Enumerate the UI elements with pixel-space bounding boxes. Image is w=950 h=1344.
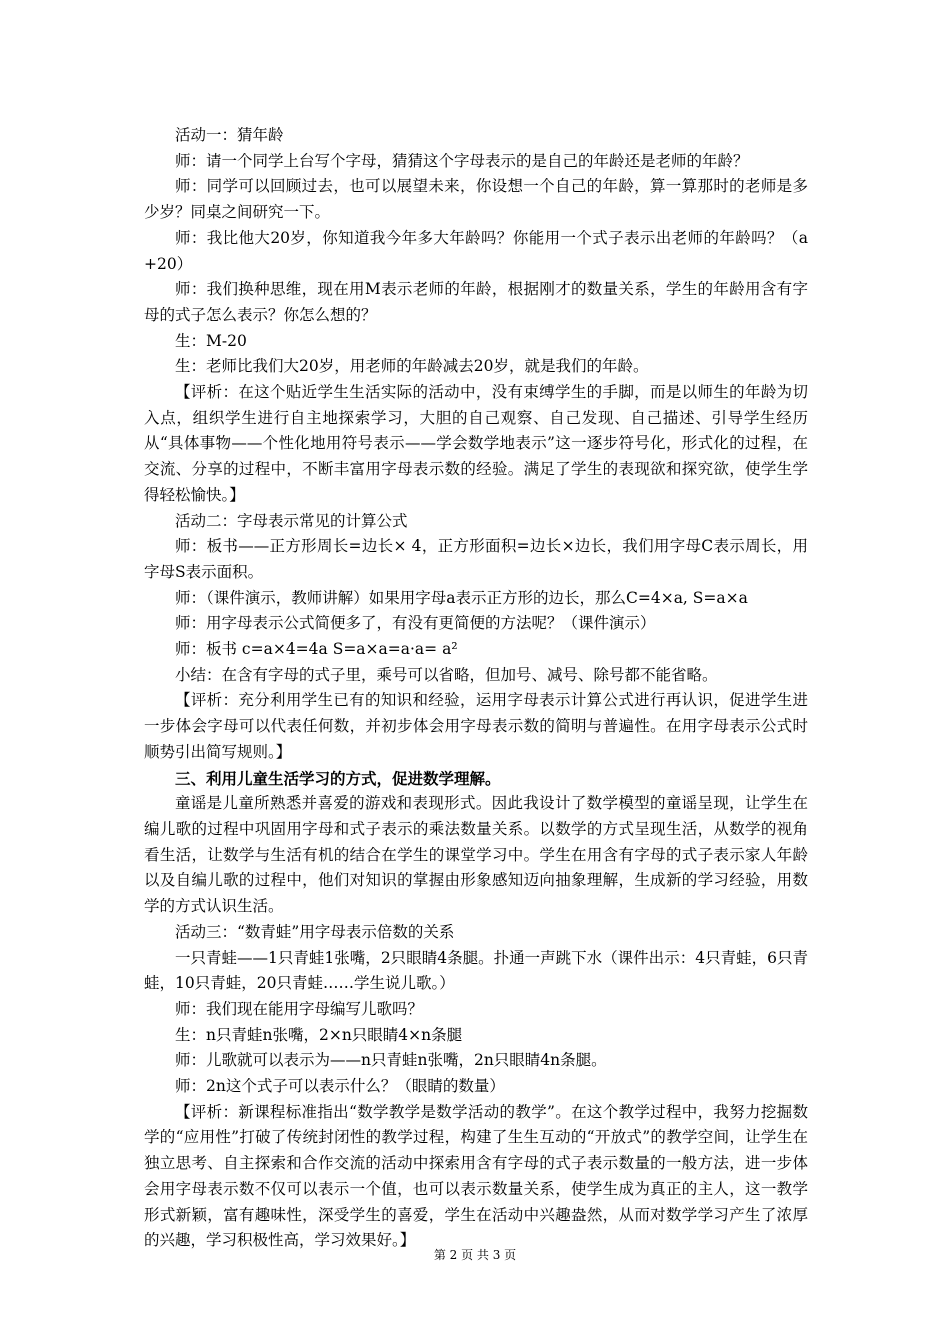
paragraph: 一只青蛙——1只青蛙1张嘴，2只眼睛4条腿。扑通一声跳下水（课件出示：4只青蛙，6只青蛙，10只青蛙，20只青蛙……学生说儿歌。） bbox=[144, 948, 808, 993]
commentary-paragraph: 【评析：新课程标准指出“数学教学是数学活动的教学”。在这个教学过程中，我努力挖掘数学的“应用性”打破了传统封闭性的教学过程，构建了生生互动的“开放式”的教学空间，让学生在独立思考、自主探索和合作交流的活动中探索用含有字母的式子表示数量的一般方法，进一步体会用字母表示数不仅可以表示一个值，也可以表示数量关系，使学生成为真正的主人，这一教学形式新颖，富有趣味性，深受学生的喜爱，学生在活动中兴趣盎然，从而对数学学习产生了浓厚的兴趣，学习积极性高，学习效果好。】 bbox=[144, 1102, 808, 1250]
paragraph: 师：儿歌就可以表示为——n只青蛙n张嘴，2n只眼睛4n条腿。 bbox=[175, 1051, 607, 1070]
paragraph: 师：板书——正方形周长=边长× 4，正方形面积=边长×边长，我们用字母C表示周长，用字母S表示面积。 bbox=[144, 537, 808, 581]
activity-two-heading: 活动二：字母表示常见的计算公式 bbox=[175, 511, 408, 530]
document-body bbox=[144, 123, 808, 1254]
paragraph: 生：n只青蛙n张嘴，2×n只眼睛4×n条腿 bbox=[175, 1025, 463, 1044]
paragraph: 生：M-20 bbox=[175, 331, 247, 350]
paragraph: 师：我比他大20岁，你知道我今年多大年龄吗？你能用一个式子表示出老师的年龄吗？（a +20） bbox=[144, 228, 808, 273]
paragraph: 师：我们现在能用字母编写儿歌吗？ bbox=[175, 999, 424, 1018]
page-footer bbox=[0, 1247, 950, 1263]
commentary-paragraph: 【评析：在这个贴近学生生活实际的活动中，没有束缚学生的手脚，而是以师生的年龄为切入点，组织学生进行自主地探索学习，大胆的自己观察、自己发现、自己描述、引导学生经历从“具体事物——个性化地用符号表示——学会数学地表示”这一逐步符号化，形式化的过程，在交流、分享的过程中，不断丰富用字母表示数的经验。满足了学生的表现欲和探究欲，使学生学得轻松愉快。】 bbox=[144, 383, 808, 504]
paragraph: 生：老师比我们大20岁，用老师的年龄减去20岁，就是我们的年龄。 bbox=[175, 357, 649, 376]
paragraph: 师：板书 c=a×4=4a S=a×a=a·a= a² bbox=[175, 640, 458, 659]
paragraph: 师：2n这个式子可以表示什么？（眼睛的数量） bbox=[175, 1077, 505, 1096]
paragraph: 师：同学可以回顾过去，也可以展望未来，你设想一个自己的年龄，算一算那时的老师是多少岁？同桌之间研究一下。 bbox=[144, 177, 808, 222]
paragraph: 师：请一个同学上台写个字母，猜猜这个字母表示的是自己的年龄还是老师的年龄？ bbox=[175, 151, 749, 170]
paragraph: 师：用字母表示公式简便多了，有没有更简便的方法呢？（课件演示） bbox=[175, 614, 656, 633]
summary-paragraph: 小结：在含有字母的式子里，乘号可以省略，但加号、减号、除号都不能省略。 bbox=[175, 665, 718, 684]
commentary-paragraph: 【评析：充分利用学生已有的知识和经验，运用字母表示计算公式进行再认识，促进学生进一步体会字母可以代表任何数，并初步体会用字母表示数的简明与普遍性。在用字母表示公式时顺势引出简写规则。】 bbox=[144, 691, 808, 761]
paragraph: 师：（课件演示，教师讲解）如果用字母a表示正方形的边长，那么C=4×a, S=a×a bbox=[175, 588, 748, 607]
paragraph: 师：我们换种思维，现在用M表示老师的年龄，根据刚才的数量关系，学生的年龄用含有字母的式子怎么表示？你怎么想的？ bbox=[144, 280, 808, 324]
page-number: 第 2 页 共 3 页 bbox=[433, 1248, 517, 1262]
activity-one-heading: 活动一：猜年龄 bbox=[175, 126, 284, 144]
paragraph: 童谣是儿童所熟悉并喜爱的游戏和表现形式。因此我设计了数学模型的童谣呈现，让学生在编儿歌的过程中巩固用字母和式子表示的乘法数量关系。以数学的方式呈现生活，从数学的视角看生活，让数学与生活有机的结合在学生的课堂学习中。学生在用含有字母的式子表示家人年龄以及自编儿歌的过程中，他们对知识的掌握由形象感知迈向抽象理解，生成新的学习经验，用数学的方式认识生活。 bbox=[144, 794, 808, 916]
activity-three-heading: 活动三：“数青蛙”用字母表示倍数的关系 bbox=[175, 922, 455, 941]
section-three-heading: 三、利用儿童生活学习的方式，促进数学理解。 bbox=[175, 768, 501, 788]
